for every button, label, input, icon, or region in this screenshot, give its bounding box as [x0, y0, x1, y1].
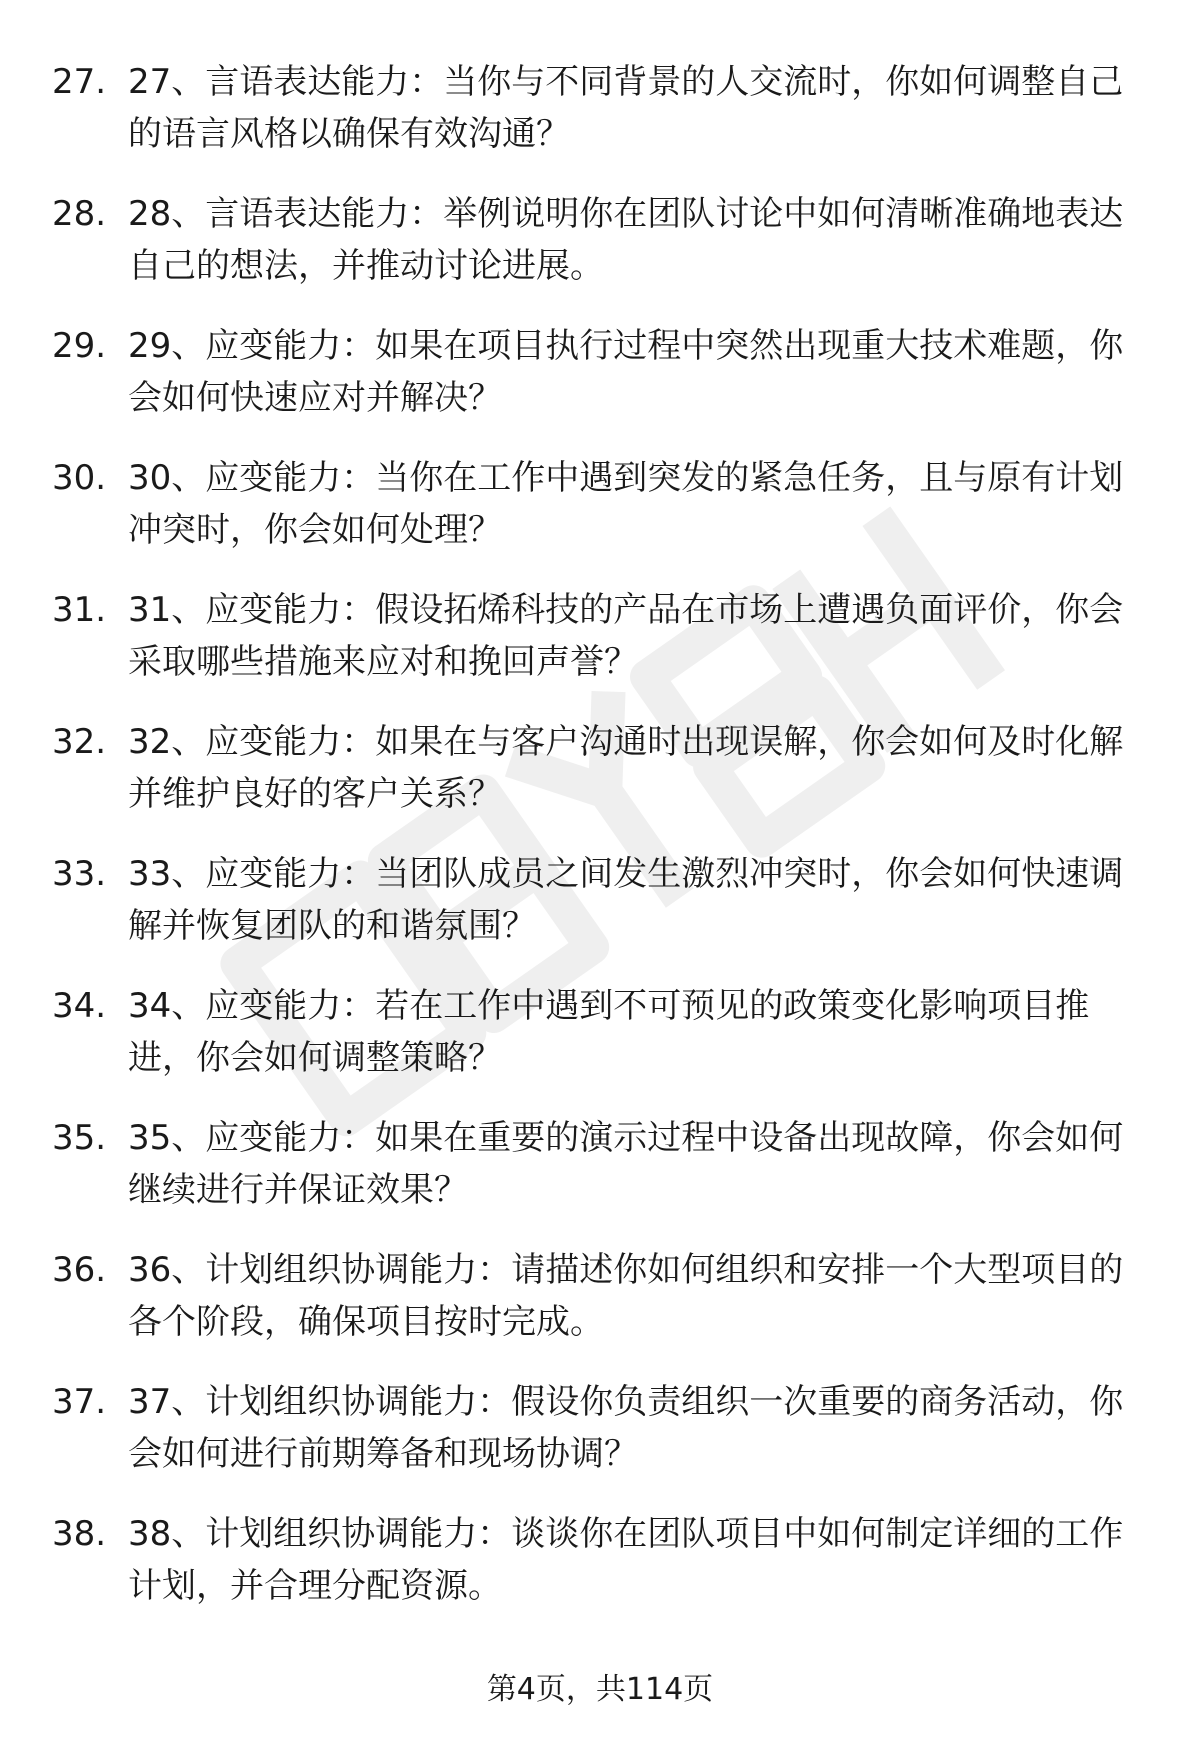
list-item — [0, 980, 1200, 1112]
question-text: 38、计划组织协调能力：谈谈你在团队项目中如何制定详细的工作计划，并合理分配资源。 — [128, 1514, 1124, 1606]
question-number: 28. — [52, 194, 107, 234]
list-item — [0, 320, 1200, 452]
list-item — [0, 716, 1200, 848]
list-item — [0, 584, 1200, 716]
question-text: 33、应变能力：当团队成员之间发生激烈冲突时，你会如何快速调解并恢复团队的和谐氛围？ — [128, 854, 1124, 946]
question-text: 31、应变能力：假设拓烯科技的产品在市场上遭遇负面评价，你会采取哪些措施来应对和挽回声誉？ — [128, 590, 1124, 682]
question-text: 32、应变能力：如果在与客户沟通时出现误解，你会如何及时化解并维护良好的客户关系？ — [128, 722, 1124, 814]
question-number: 37. — [52, 1382, 107, 1422]
question-list — [0, 56, 1200, 1640]
list-item — [0, 1508, 1200, 1640]
question-number: 34. — [52, 986, 107, 1026]
question-text: 36、计划组织协调能力：请描述你如何组织和安排一个大型项目的各个阶段，确保项目按时完成。 — [128, 1250, 1124, 1342]
question-number: 30. — [52, 458, 107, 498]
list-item — [0, 1112, 1200, 1244]
question-text: 28、言语表达能力：举例说明你在团队讨论中如何清晰准确地表达自己的想法，并推动讨论进展。 — [128, 194, 1124, 286]
question-number: 35. — [52, 1118, 107, 1158]
question-number: 33. — [52, 854, 107, 894]
question-text: 35、应变能力：如果在重要的演示过程中设备出现故障，你会如何继续进行并保证效果？ — [128, 1118, 1124, 1210]
list-item — [0, 188, 1200, 320]
question-number: 32. — [52, 722, 107, 762]
question-text: 34、应变能力：若在工作中遇到不可预见的政策变化影响项目推进，你会如何调整策略？ — [128, 986, 1090, 1078]
question-text: 37、计划组织协调能力：假设你负责组织一次重要的商务活动，你会如何进行前期筹备和现场协调？ — [128, 1382, 1124, 1474]
question-text: 29、应变能力：如果在项目执行过程中突然出现重大技术难题，你会如何快速应对并解决？ — [128, 326, 1124, 418]
question-number: 27. — [52, 62, 107, 102]
question-text: 30、应变能力：当你在工作中遇到突发的紧急任务，且与原有计划冲突时，你会如何处理？ — [128, 458, 1124, 550]
question-number: 38. — [52, 1514, 107, 1554]
list-item — [0, 1244, 1200, 1376]
list-item — [0, 56, 1200, 188]
question-number: 36. — [52, 1250, 107, 1290]
question-number: 31. — [52, 590, 107, 630]
page-number-footer: 第4页，共114页 — [486, 1672, 714, 1707]
question-text: 27、言语表达能力：当你与不同背景的人交流时，你如何调整自己的语言风格以确保有效沟通？ — [128, 62, 1124, 154]
list-item — [0, 848, 1200, 980]
question-number: 29. — [52, 326, 107, 366]
list-item — [0, 452, 1200, 584]
list-item — [0, 1376, 1200, 1508]
